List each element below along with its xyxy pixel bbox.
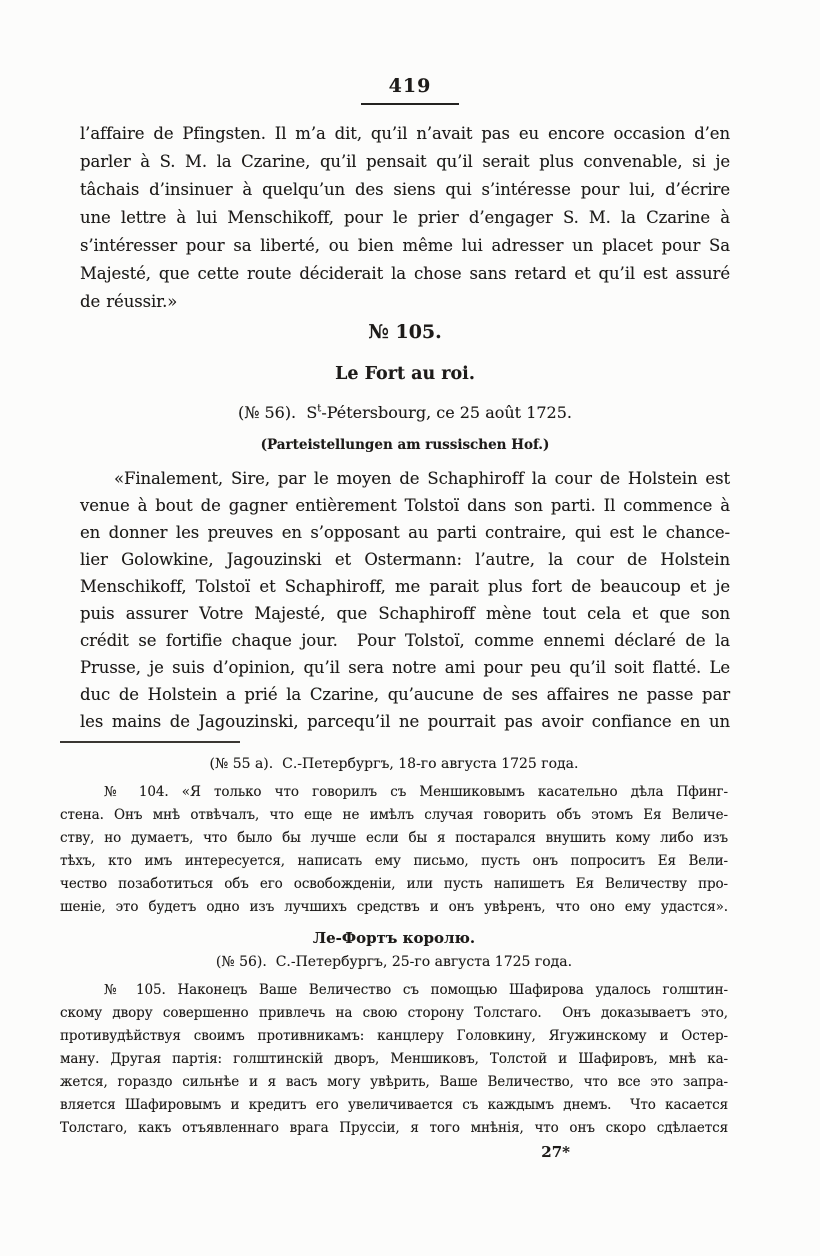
dateline-text: -Pétersbourg, ce 25 août 1725.: [321, 403, 572, 422]
text-line: duc de Holstein a prié la Czarine, qu’aucune de ses affaires ne passe par: [80, 685, 730, 704]
footnote-104-text: [60, 781, 728, 919]
footnote-105-dateline: (№ 56). С.-Петербургъ, 25-го августа 1725 года.: [215, 954, 573, 970]
text-line: l’affaire de Pfingsten. Il m’a dit, qu’il n’avait pas eu encore occasion d’en: [80, 124, 730, 143]
main-text: [80, 120, 730, 735]
text-line: une lettre à lui Menschikoff, pour le prier d’engager S. M. la Czarine à: [80, 208, 730, 227]
document-dateline: [80, 402, 730, 423]
continuation-paragraph: [80, 120, 730, 316]
text-line: вляется Шафировымъ и кредитъ его увеличивается съ каждымъ днемъ. Что касается: [60, 1097, 728, 1113]
text-line: скому двору совершенно привлечь на свою сторону Толстаго. Онъ доказываетъ это,: [60, 1005, 728, 1021]
footnote-separator: [60, 741, 240, 743]
text-line: противудѣйствуя своимъ противникамъ: канцлеру Головкину, Ягужинскому и Остер-: [60, 1028, 728, 1044]
text-line: Толстаго, какъ отъявленнаго врага Пруссіи, я того мнѣнія, что онъ скоро сдѣлается: [60, 1120, 728, 1136]
page-header: [0, 74, 820, 105]
text-line: чество позаботиться объ его освобожденіи, или пусть напишетъ Ея Величеству про-: [60, 876, 728, 892]
text-line: стена. Онъ мнѣ отвѣчалъ, что еще не имѣлъ случая говорить объ этомъ Ея Величе-: [60, 807, 728, 823]
text-line: «Finalement, Sire, par le moyen de Schaphiroff la cour de Holstein est: [114, 469, 730, 488]
text-line: Prusse, je suis d’opinion, qu’il sera notre ami pour peu qu’il soit flatté. Le: [80, 658, 730, 677]
document-heading: [80, 320, 730, 454]
text-line: шеніе, это будетъ одно изъ лучшихъ средствъ и онъ увѣренъ, что оно ему удастся».: [60, 899, 728, 915]
letter-paragraph: [80, 465, 730, 735]
text-line: № 104. «Я только что говорилъ съ Меншиковымъ касательно дѣла Пфинг-: [104, 784, 728, 800]
text-line: tâchais d’insinuer à quelqu’un des siens qui s’intéresse pour lui, d’écrire: [80, 180, 730, 199]
footnote-column: [60, 755, 728, 1162]
document-subject: (Parteistellungen am russischen Hof.): [260, 437, 550, 453]
text-line: ману. Другая партія: голштинскій дворъ, Меншиковъ, Толстой и Шафировъ, мнѣ ка-: [60, 1051, 728, 1067]
text-line: parler à S. M. la Czarine, qu’il pensait qu’il serait plus convenable, si je: [80, 152, 730, 171]
text-line: № 105. Наконецъ Ваше Величество съ помощью Шафирова удалось голштин-: [104, 982, 728, 998]
footnotes: [0, 741, 820, 1162]
footnote-104-dateline: (№ 55 а). С.-Петербургъ, 18-го августа 1725 года.: [209, 756, 579, 772]
text-line: crédit se fortifie chaque jour. Pour Tolstoï, comme ennemi déclaré de la: [80, 631, 730, 650]
signature-mark: 27*: [541, 1143, 570, 1161]
text-line: puis assurer Votre Majesté, que Schaphiroff mène tout cela et que son: [80, 604, 730, 623]
text-line: venue à bout de gagner entièrement Tolstoï dans son parti. Il commence à: [80, 496, 730, 515]
text-line: Majesté, que cette route déciderait la chose sans retard et qu’il est assuré: [80, 264, 730, 283]
text-line: жется, гораздо сильнѣе и я васъ могу увѣрить, Ваше Величество, что все это запра-: [60, 1074, 728, 1090]
dateline-text: (№ 56). S: [237, 403, 318, 422]
text-line: тѣхъ, кто имъ интересуется, написать ему письмо, пусть онъ попроситъ Ея Вели-: [60, 853, 728, 869]
text-line: Menschikoff, Tolstoï et Schaphiroff, me parait plus fort de beaucoup et je: [80, 577, 730, 596]
footnote-105-heading: Ле-Фортъ королю.: [312, 929, 476, 947]
text-line: s’intéresser pour sa liberté, ou bien même lui adresser un placet pour Sa: [80, 236, 730, 255]
superscript-t: t: [317, 403, 322, 415]
text-line: ству, но думаетъ, что было бы лучше если бы я постарался внушить кому либо изъ: [60, 830, 728, 846]
document-number: № 105.: [368, 321, 442, 343]
text-line: de réussir.»: [80, 292, 178, 311]
page-number: 419: [388, 75, 432, 97]
text-line: en donner les preuves en s’opposant au parti contraire, qui est le chance-: [80, 523, 730, 542]
text-line: les mains de Jagouzinski, parcequ’il ne pourrait pas avoir confiance en un: [80, 712, 730, 731]
text-line: lier Golowkine, Jagouzinski et Ostermann: l’autre, la cour de Holstein: [80, 550, 730, 569]
document-title: Le Fort au roi.: [335, 364, 475, 384]
footnote-105-text: [60, 979, 728, 1140]
page-number-rule: [361, 103, 459, 105]
